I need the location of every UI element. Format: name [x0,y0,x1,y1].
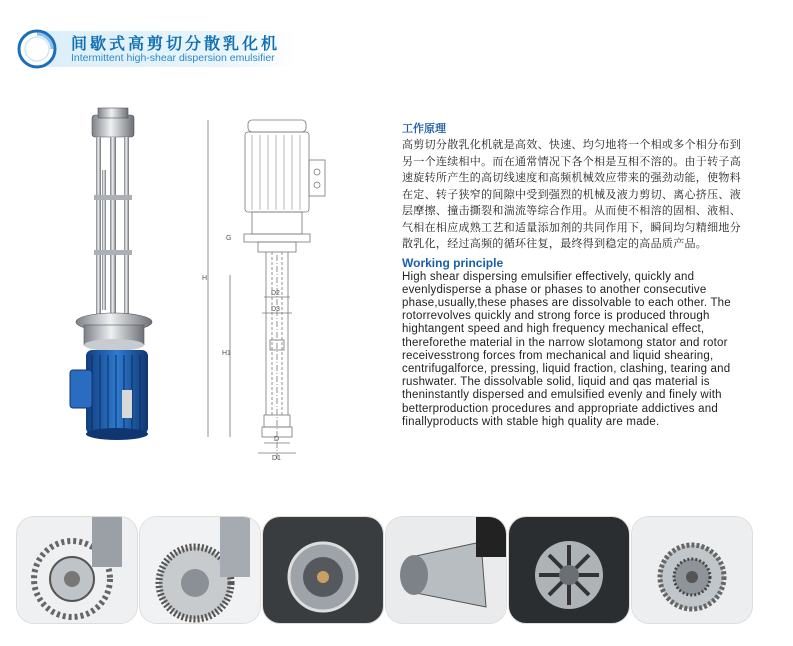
label-D: D [274,436,280,443]
multi-stage-rotor-icon [632,517,752,623]
gallery-thumb-4 [385,516,507,624]
label-D3: D3 [271,306,280,313]
body-cn: 高剪切分散乳化机就是高效、快速、均匀地将一个相或多个相分布到另一个连续相中。而在通常情况下各个相是互相不溶的。由于转子高速旋转所产生的高切线速度和高频机械效应带来的强劲动能，使物料在定、转子狭窄的间隙中受到强烈的机械及液力剪切、离心挤压、液层摩擦、撞击撕裂和湍流等综合作用。从而使不相溶的固相、液相、气相在相应成熟工艺和适量添加剂的共同作用下，瞬间均匀精细地分散乳化，经过高频的循环往复，最终得到稳定的高品质产品。 [402,138,741,250]
label-H: H [202,275,208,282]
logo-ring-icon [16,28,58,70]
label-D2: D2 [271,290,280,297]
page-title-cn: 间歇式高剪切分散乳化机 [71,34,281,53]
heading-en: Working principle [402,255,504,270]
component-gallery [16,516,750,624]
gallery-thumb-6 [631,516,753,624]
page-title-en: Intermittent high-shear dispersion emulsifier [71,52,275,64]
heading-cn: 工作原理 [402,122,446,135]
gallery-thumb-3 [262,516,384,624]
rotor-stator-slotted-ring-icon [17,517,137,623]
emulsifier-product-photo [62,100,172,460]
label-G: G [226,235,232,242]
label-H1: H1 [222,350,231,357]
stator-housing-open-icon [263,517,383,623]
body-en: High shear dispersing emulsifier effectively, quickly and evenlydisperse a phase or phases to another consecutive phase,usually,these phases are dissolvable to each other. The rotorrevolves quickly and strong force is produced through hightangent speed and high frequency mechanical effect, thereforethe material in the narrow slotamong stator and rotor receivesstrong forces from mechanical and liquid shearing, centrifugalforce, pressing, liquid fraction, clashing, tearing and rushwater. The dissolvable solid, liquid and qas material is theninstantly dispersed and emulsified evenly and finely with betterproduction procedures and appropriate addictives and finallyproducts with stable high quality are made. [402,270,731,428]
description-block [402,120,752,429]
technical-drawing [190,115,360,470]
slotted-stator-closeup-icon [509,517,629,623]
label-D1: D1 [272,455,281,462]
gallery-thumb-2 [139,516,261,624]
gallery-thumb-5 [508,516,630,624]
cone-head-icon [386,517,506,623]
toothed-gear-rotor-icon [140,517,260,623]
page-header [16,28,298,70]
gallery-thumb-1 [16,516,138,624]
